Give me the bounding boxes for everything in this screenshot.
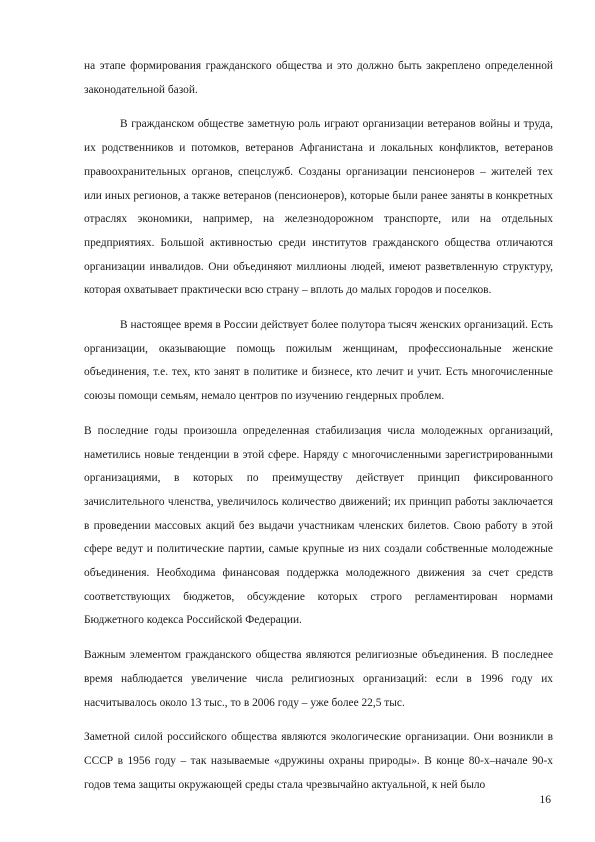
paragraph-6: Заметной силой российского общества являются экологические организации. Они возникли в СССР в 1956 году – так называемые «дружины охраны природы». В конце 80-х–начале 90-х годов тема защиты окружающей среды стала чрезвычайно актуальной, к ней было [84,731,553,791]
page-number: 16 [539,794,551,806]
paragraph-4: В последние годы произошла определенная стабилизация числа молодежных организаций, наметились новые тенденции в этой сфере. Наряду с многочисленными зарегистрированными организациями, в которых по преимуществу действует принцип фиксированного зачислительного членства, увеличилось количество движений; их принцип работы заключается в проведении массовых акций без выдачи участникам членских билетов. Свою работу в этой сфере ведут и политические партии, самые крупные из них создали собственные молодежные объединения. Необходима финансовая поддержка молодежного движения за счет средств соответствующих бюджетов, обсуждение которых строго регламентирован нормами Бюджетного кодекса Российской Федерации. [84,424,553,627]
paragraph-1: на этапе формирования гражданского общества и это должно быть закреплено определенной законодательной базой. [84,60,553,96]
paragraph-2: В гражданском обществе заметную роль играют организации ветеранов войны и труда, их родственников и потомков, ветеранов Афганистана и локальных конфликтов, ветеранов правоохранительных органов, спецслужб. Созданы организации пенсионеров – жителей тех или иных регионов, а также ветеранов (пенсионеров), которые были ранее заняты в конкретных отраслях экономики, например, на железнодорожном транспорте, или на отдельных предприятиях. Большой активностью среди институтов гражданского общества отличаются организации инвалидов. Они объединяют миллионы людей, имеют разветвленную структуру, которая охватывает практически всю страну – вплоть до малых городов и поселков. [84,118,553,297]
paragraph-3: В настоящее время в России действует более полутора тысяч женских организаций. Есть организации, оказывающие помощь пожилым женщинам, профессиональные женские объединения, т.е. тех, кто занят в политике и бизнесе, кто лечит и учит. Есть многочисленные союзы помощи семьям, немало центров по изучению гендерных проблем. [84,319,553,403]
paragraph-5: Важным элементом гражданского общества являются религиозные объединения. В последнее время наблюдается увеличение числа религиозных организаций: если в 1996 году их насчитывалось около 13 тыс., то в 2006 году – уже более 22,5 тыс. [84,649,553,709]
document-body [84,55,553,808]
